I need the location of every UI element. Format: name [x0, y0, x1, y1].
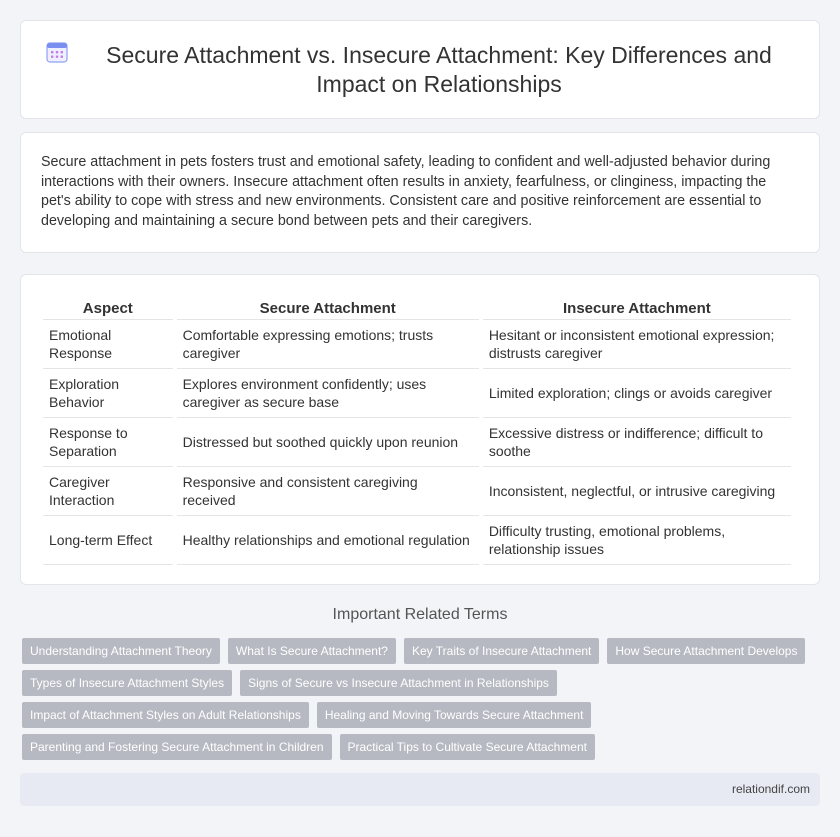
row-insecure: Limited exploration; clings or avoids caregiver	[483, 369, 791, 418]
row-aspect: Exploration Behavior	[43, 369, 173, 418]
row-secure: Responsive and consistent caregiving received	[177, 467, 479, 516]
footer	[20, 773, 820, 806]
row-aspect: Long-term Effect	[43, 516, 173, 565]
header-secure: Secure Attachment	[177, 295, 479, 320]
row-insecure: Excessive distress or indifference; difficult to soothe	[483, 418, 791, 467]
row-insecure: Difficulty trusting, emotional problems, relationship issues	[483, 516, 791, 565]
tag-link[interactable]: Understanding Attachment Theory	[22, 638, 220, 664]
row-secure: Explores environment confidently; uses caregiver as secure base	[177, 369, 479, 418]
row-secure: Comfortable expressing emotions; trusts caregiver	[177, 320, 479, 369]
footer-site-name[interactable]: relationdif.com	[731, 782, 810, 796]
tag-link[interactable]: Parenting and Fostering Secure Attachment in Children	[22, 734, 332, 760]
tag-link[interactable]: Healing and Moving Towards Secure Attachment	[317, 702, 592, 728]
related-terms-list	[22, 638, 822, 766]
tag-row	[22, 734, 822, 766]
tag-link[interactable]: How Secure Attachment Develops	[607, 638, 805, 664]
row-aspect: Emotional Response	[43, 320, 173, 369]
table-row	[43, 467, 791, 516]
table-row	[43, 369, 791, 418]
tag-link[interactable]: Practical Tips to Cultivate Secure Attachment	[340, 734, 595, 760]
table-row	[43, 516, 791, 565]
summary-card	[20, 132, 820, 253]
calendar-icon	[45, 40, 69, 64]
row-secure: Distressed but soothed quickly upon reunion	[177, 418, 479, 467]
table-header-row	[43, 295, 791, 320]
row-insecure: Hesitant or inconsistent emotional expression; distrusts caregiver	[483, 320, 791, 369]
page-title: Secure Attachment vs. Insecure Attachment: Key Differences and Impact on Relationships	[106, 41, 772, 97]
related-terms-title: Important Related Terms	[332, 606, 508, 623]
tag-link[interactable]: Signs of Secure vs Insecure Attachment in Relationships	[240, 670, 557, 696]
table-row	[43, 320, 791, 369]
tag-link[interactable]: What Is Secure Attachment?	[228, 638, 396, 664]
tag-row	[22, 638, 822, 670]
comparison-table	[39, 295, 795, 565]
header-aspect: Aspect	[43, 295, 173, 320]
tag-row	[22, 670, 822, 702]
row-insecure: Inconsistent, neglectful, or intrusive caregiving	[483, 467, 791, 516]
header-card	[20, 20, 820, 119]
header-insecure: Insecure Attachment	[483, 295, 791, 320]
row-aspect: Caregiver Interaction	[43, 467, 173, 516]
row-secure: Healthy relationships and emotional regulation	[177, 516, 479, 565]
tag-link[interactable]: Impact of Attachment Styles on Adult Relationships	[22, 702, 309, 728]
summary-text: Secure attachment in pets fosters trust and emotional safety, leading to confident and well-adjusted behavior during interactions with their owners. Insecure attachment often results in anxiety, fearfulness, or clinginess, impacting the pet's ability to cope with stress and new environments. Consistent care and positive reinforcement are essential to developing and maintaining a secure bond between pets and their caregivers.	[41, 154, 771, 229]
tag-link[interactable]: Key Traits of Insecure Attachment	[404, 638, 599, 664]
row-aspect: Response to Separation	[43, 418, 173, 467]
table-row	[43, 418, 791, 467]
comparison-table-card	[20, 274, 820, 585]
tag-row	[22, 702, 822, 734]
tag-link[interactable]: Types of Insecure Attachment Styles	[22, 670, 232, 696]
